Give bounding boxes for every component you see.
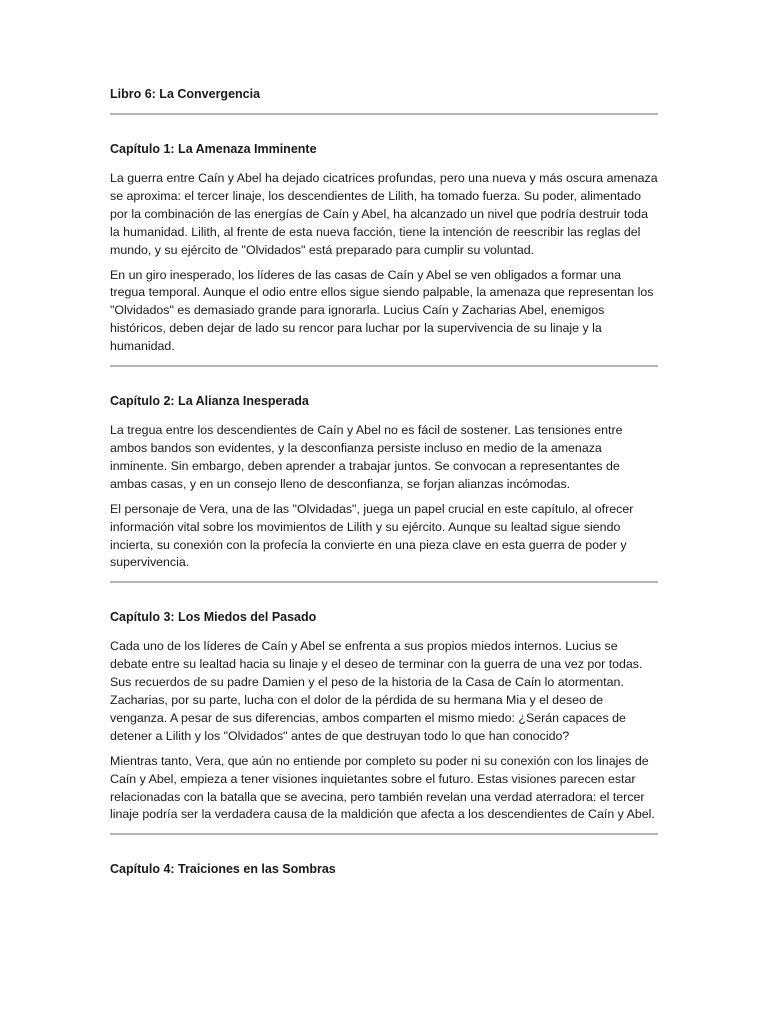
chapter-title: Capítulo 3: Los Miedos del Pasado bbox=[110, 610, 317, 625]
chapter-title: Capítulo 4: Traiciones en las Sombras bbox=[110, 862, 336, 877]
chapter-3 bbox=[110, 583, 658, 835]
chapter-title: Capítulo 2: La Alianza Inesperada bbox=[110, 394, 309, 409]
chapter-1 bbox=[110, 115, 658, 367]
chapter-4 bbox=[110, 835, 658, 878]
paragraph: La guerra entre Caín y Abel ha dejado cicatrices profundas, pero una nueva y más oscura amenaza se aproxima: el tercer linaje, los descendientes de Lilith, ha tomado fuerza. Su poder, alimentado por la combinación de las energías de Caín y Abel, ha alcanzado un nivel que podría destruir toda la humanidad. Lilith, al frente de esta nueva facción, tiene la intención de reescribir las reglas del mundo, y su ejército de "Olvidados" está preparado para cumplir su voluntad. bbox=[110, 171, 658, 257]
paragraph: En un giro inesperado, los líderes de las casas de Caín y Abel se ven obligados a formar una tregua temporal. Aunque el odio entre ellos sigue siendo palpable, la amenaza que representan los "Olvidados" es demasiado grande para ignorarla. Lucius Caín y Zacharias Abel, enemigos históricos, deben dejar de lado su rencor para luchar por la supervivencia de su linaje y la humanidad. bbox=[110, 267, 654, 354]
paragraph: Mientras tanto, Vera, que aún no entiende por completo su poder ni su conexión con los linajes de Caín y Abel, empieza a tener visiones inquietantes sobre el futuro. Estas visiones parecen estar relacionadas con la batalla que se avecina, pero también revelan una verdad aterradora: el tercer linaje podría ser la verdadera causa de la maldición que afecta a los descendientes de Caín y Abel. bbox=[110, 753, 655, 822]
chapter-title: Capítulo 1: La Amenaza Imminente bbox=[110, 142, 317, 156]
document-page bbox=[110, 86, 658, 890]
book-title: Libro 6: La Convergencia bbox=[110, 87, 261, 101]
paragraph: Cada uno de los líderes de Caín y Abel se enfrenta a sus propios miedos internos. Lucius se debate entre su lealtad hacia su linaje y el deseo de terminar con la guerra de una vez por todas. Sus recuerdos de su padre Damien y el peso de la historia de la Casa de Caín lo atormentan. Zacharias, por su parte, lucha con el dolor de la pérdida de su hermana Mia y el deseo de venganza. A pesar de sus diferencias, ambos comparten el mismo miedo: ¿Serán capaces de detener a Lilith y los "Olvidados" antes de que destruyan todo lo que han conocido? bbox=[110, 639, 643, 743]
paragraph: El personaje de Vera, una de las "Olvidadas", juega un papel crucial en este capítulo, al ofrecer información vital sobre los movimientos de Lilith y su ejército. Aunque su lealtad sigue siendo incierta, su conexión con la profecía la convierte en una pieza clave en esta guerra de poder y supervivencia. bbox=[110, 501, 634, 570]
chapter-2 bbox=[110, 367, 658, 583]
paragraph: La tregua entre los descendientes de Caín y Abel no es fácil de sostener. Las tensiones entre ambos bandos son evidentes, y la desconfianza persiste incluso en medio de la amenaza inminente. Sin embargo, deben aprender a trabajar juntos. Se convocan a representantes de ambas casas, y en un consejo lleno de desconfianza, se forjan alianzas incómodas. bbox=[110, 423, 623, 491]
